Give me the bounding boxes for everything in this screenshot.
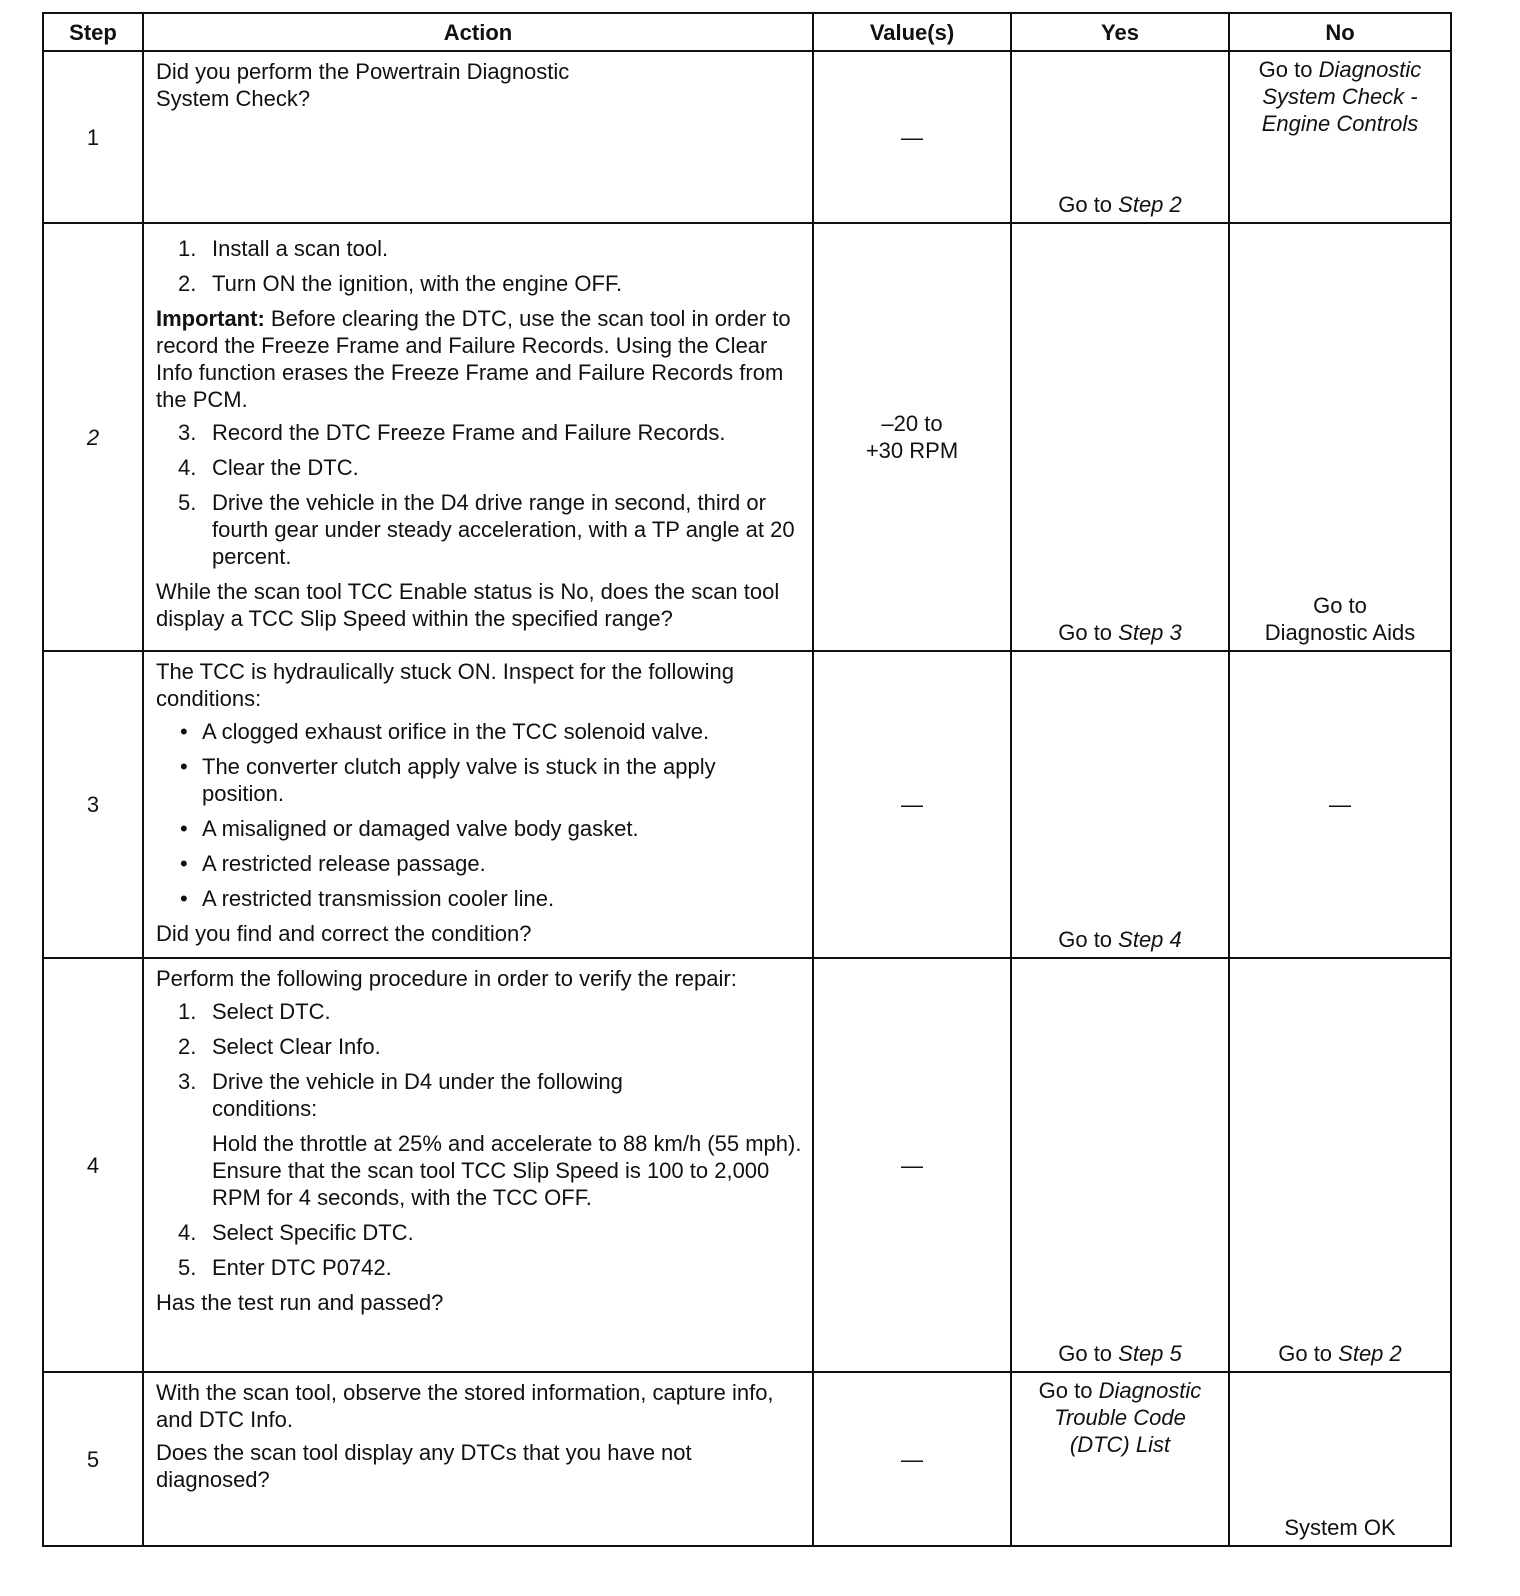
yes-link[interactable] [1012, 926, 1228, 953]
yes-step: Step 4 [1118, 927, 1182, 952]
value-dash: — [901, 1446, 923, 1472]
yes-cell [1011, 223, 1229, 651]
list-item [156, 1033, 802, 1060]
list-item [156, 718, 802, 745]
procedure-list [156, 1219, 802, 1281]
list-text: A misaligned or damaged valve body gasket. [202, 816, 639, 841]
list-text: Turn ON the ignition, with the engine OFF. [212, 271, 623, 296]
question-text: Did you find and correct the condition? [156, 921, 532, 946]
bullet: • [180, 851, 188, 876]
yes-cell [1011, 51, 1229, 223]
list-item [156, 885, 802, 912]
no-line: Diagnostic Aids [1264, 620, 1416, 645]
bullet: • [180, 886, 188, 911]
table-row [43, 51, 1451, 223]
list-number: 1. [178, 236, 197, 261]
yes-prefix: Go to [1058, 192, 1119, 217]
value-dash: — [901, 1152, 923, 1178]
action-cell [143, 223, 813, 651]
list-number: 4. [178, 455, 197, 480]
yes-link[interactable] [1012, 1340, 1228, 1367]
no-prefix: Go to [1278, 1341, 1339, 1366]
action-cell [143, 51, 813, 223]
list-number: 4. [178, 1220, 197, 1245]
list-text: Drive the vehicle in D4 under the following conditions: [212, 1069, 623, 1121]
intro-text: Perform the following procedure in order to verify the repair: [156, 966, 737, 991]
list-number: 5. [178, 1255, 197, 1280]
yes-step: Step 2 [1118, 192, 1182, 217]
step-number: 5 [43, 1372, 143, 1546]
header-value: Value(s) [813, 13, 1011, 51]
procedure-list [156, 419, 802, 570]
yes-step: Step 3 [1118, 620, 1182, 645]
value-dash: — [901, 792, 923, 817]
step-number: 3 [43, 651, 143, 958]
list-item [156, 489, 802, 570]
yes-prefix: Go to [1058, 1341, 1119, 1366]
no-link[interactable] [1230, 592, 1450, 646]
header-action: Action [143, 13, 813, 51]
no-link[interactable] [1230, 56, 1450, 137]
list-item [156, 419, 802, 446]
list-number: 2. [178, 271, 197, 296]
no-link[interactable] [1230, 1340, 1450, 1367]
list-item [156, 1219, 802, 1246]
yes-cell [1011, 651, 1229, 958]
list-text: A clogged exhaust orifice in the TCC solenoid valve. [202, 719, 710, 744]
value-cell [813, 651, 1011, 958]
yes-target: Diagnostic Trouble Code (DTC) List [1054, 1378, 1202, 1457]
bullet: • [180, 754, 188, 779]
no-line: Go to [1313, 593, 1367, 618]
no-prefix: Go to [1258, 57, 1319, 82]
step-number: 2 [43, 223, 143, 651]
list-text: A restricted transmission cooler line. [202, 886, 555, 911]
yes-prefix: Go to [1058, 620, 1119, 645]
procedure-list [156, 235, 802, 297]
list-item [156, 1068, 802, 1122]
value-cell [813, 1372, 1011, 1546]
list-text: The converter clutch apply valve is stuck in the apply position. [202, 754, 716, 806]
list-number: 2. [178, 1034, 197, 1059]
header-step: Step [43, 13, 143, 51]
table-row [43, 958, 1451, 1372]
question-text: Has the test run and passed? [156, 1290, 444, 1315]
yes-prefix: Go to [1058, 927, 1119, 952]
important-label: Important: [156, 306, 265, 331]
no-cell [1229, 958, 1451, 1372]
action-text: Did you perform the Powertrain Diagnostic System Check? [156, 59, 570, 111]
list-text: Drive the vehicle in the D4 drive range in second, third or fourth gear under steady acceleration, with a TP angle at 20 percent. [212, 490, 795, 569]
list-text: Install a scan tool. [212, 236, 389, 261]
bullet: • [180, 719, 188, 744]
header-row [43, 13, 1451, 51]
value-cell [813, 223, 1011, 651]
list-item [156, 270, 802, 297]
yes-link[interactable] [1012, 1377, 1228, 1458]
yes-cell [1011, 958, 1229, 1372]
yes-link[interactable] [1012, 191, 1228, 218]
list-item [156, 235, 802, 262]
list-number: 1. [178, 999, 197, 1024]
action-cell [143, 1372, 813, 1546]
intro-text: The TCC is hydraulically stuck ON. Inspect for the following conditions: [156, 659, 734, 711]
no-cell [1229, 651, 1451, 958]
no-dash: — [1329, 792, 1351, 817]
no-cell [1229, 51, 1451, 223]
list-text: Select DTC. [212, 999, 331, 1024]
no-step: Step 2 [1338, 1341, 1402, 1366]
header-no: No [1229, 13, 1451, 51]
value-line: +30 RPM [865, 438, 959, 463]
value-line: –20 to [881, 411, 943, 436]
list-item [156, 998, 802, 1025]
value-cell [813, 958, 1011, 1372]
question-text: Does the scan tool display any DTCs that you have not diagnosed? [156, 1440, 692, 1492]
step-number: 1 [43, 51, 143, 223]
yes-cell [1011, 1372, 1229, 1546]
header-yes: Yes [1011, 13, 1229, 51]
sub-instruction: Hold the throttle at 25% and accelerate to 88 km/h (55 mph). Ensure that the scan tool TCC Slip Speed is 100 to 2,000 RPM for 4 seconds, with the TCC OFF. [212, 1131, 802, 1210]
value-dash: — [901, 124, 923, 150]
no-result: System OK [1284, 1515, 1396, 1540]
diagnostic-table [42, 12, 1452, 1547]
list-text: A restricted release passage. [202, 851, 486, 876]
value-cell [813, 51, 1011, 223]
list-text: Enter DTC P0742. [212, 1255, 392, 1280]
no-target: Diagnostic System Check - Engine Controls [1261, 57, 1422, 136]
table-row [43, 1372, 1451, 1546]
list-text: Record the DTC Freeze Frame and Failure Records. [212, 420, 726, 445]
yes-step: Step 5 [1118, 1341, 1182, 1366]
important-note [156, 305, 802, 413]
action-cell [143, 958, 813, 1372]
list-item [156, 454, 802, 481]
yes-prefix: Go to [1038, 1378, 1099, 1403]
list-number: 3. [178, 420, 197, 445]
procedure-list [156, 998, 802, 1122]
list-number: 5. [178, 490, 197, 515]
no-cell [1229, 1372, 1451, 1546]
list-number: 3. [178, 1069, 197, 1094]
yes-link[interactable] [1012, 619, 1228, 646]
question-text: While the scan tool TCC Enable status is No, does the scan tool display a TCC Slip Speed within the specified range? [156, 579, 780, 631]
bullet: • [180, 816, 188, 841]
list-text: Select Specific DTC. [212, 1220, 414, 1245]
important-text: Before clearing the DTC, use the scan tool in order to record the Freeze Frame and Failure Records. Using the Clear Info function erases the Freeze Frame and Failure Records from the PCM. [156, 306, 791, 412]
list-item [156, 1254, 802, 1281]
table-row [43, 223, 1451, 651]
table-row [43, 651, 1451, 958]
no-cell [1229, 223, 1451, 651]
list-text: Clear the DTC. [212, 455, 359, 480]
action-cell [143, 651, 813, 958]
list-item [156, 753, 802, 807]
action-text: With the scan tool, observe the stored information, capture info, and DTC Info. [156, 1380, 774, 1432]
list-item [156, 850, 802, 877]
condition-list [156, 718, 802, 912]
list-text: Select Clear Info. [212, 1034, 381, 1059]
step-number: 4 [43, 958, 143, 1372]
list-item [156, 815, 802, 842]
